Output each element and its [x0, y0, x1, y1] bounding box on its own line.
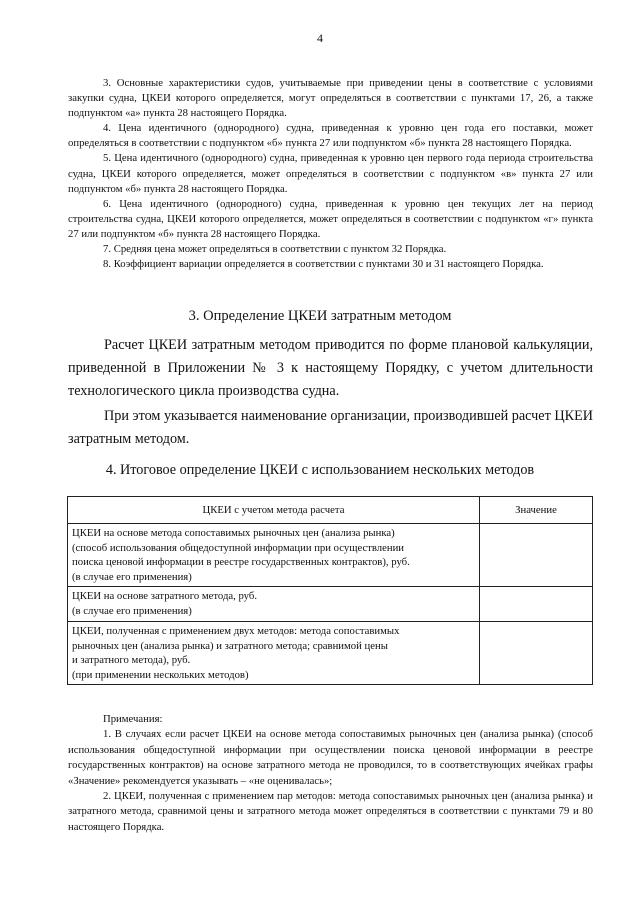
cell-line: ЦКЕИ на основе затратного метода, руб.: [72, 590, 257, 602]
table-header-method: ЦКЕИ с учетом метода расчета: [68, 497, 480, 524]
table-row: [68, 587, 593, 622]
cell-line: (способ использования общедоступной информации при осуществлении: [72, 541, 405, 554]
cell-line: (в случае его применения): [72, 570, 192, 583]
paragraph-7: 7. Средняя цена может определяться в соответствии с пунктом 32 Порядка.: [103, 243, 447, 256]
paragraph-4: 4. Цена идентичного (однородного) судна, приведенная к уровню цен года его поставки, может определяться в соответствии с подпунктом «б» пункта 27 или подпунктом «б» пункта 28 настоящего Порядка.: [68, 122, 593, 150]
section-3-body: [68, 334, 593, 451]
section-3-heading: 3. Определение ЦКЕИ затратным методом: [188, 308, 452, 324]
numbered-paragraphs: [68, 76, 593, 272]
cell-line: поиска ценовой информации в реестре государственных контрактов), руб.: [72, 556, 410, 568]
cell-line: (при применении нескольких методов): [72, 668, 249, 681]
methods-table: [67, 496, 593, 685]
paragraph-5: 5. Цена идентичного (однородного) судна, приведенная к уровню цен первого года периода строительства судна, ЦКЕИ которого определяется, может определяться в соответствии с подпунктом «в» пункта 27 или подпунктом «б» пункта 28 настоящего Порядка.: [68, 152, 593, 195]
notes-title: Примечания:: [103, 713, 163, 725]
table-cell-value: [480, 587, 593, 622]
note-1: 1. В случаях если расчет ЦКЕИ на основе метода сопоставимых рыночных цен (анализа рынка) (способ использования общедоступной информации при осуществлении поиска ценовой информации в реестре государственных контрактов) на основе затратного метода не проводился, то в соответствующих ячейках графы «Значение» рекомендуется указывать – «не оценивалась»;: [68, 728, 593, 787]
paragraph-6: 6. Цена идентичного (однородного) судна, приведенная к уровню цен текущих лет на период строительства судна, ЦКЕИ которого определяется, может определяться в соответствии с подпунктом «г» пункта 27 или подпунктом «б» пункта 28 настоящего Порядка.: [68, 197, 593, 240]
table-header-row: [68, 497, 593, 524]
section-4-heading: 4. Итоговое определение ЦКЕИ с использованием нескольких методов: [105, 462, 535, 478]
paragraph-3: 3. Основные характеристики судов, учитываемые при приведении цены в соответствие с условиями закупки судна, ЦКЕИ которого определяется, могут определяться в соответствии с пунктами 17, 26, а также подпунктом «а» пункта 28 настоящего Порядка.: [68, 77, 593, 120]
table-cell-value: [480, 524, 593, 587]
section-3-paragraph-2: При этом указывается наименование организации, производившей расчет ЦКЕИ затратным методом.: [68, 408, 593, 447]
page-number: 4: [317, 31, 323, 45]
paragraph-8: 8. Коэффициент вариации определяется в соответствии с пунктами 30 и 31 настоящего Порядка.: [103, 258, 544, 271]
table-header-value: Значение: [480, 497, 593, 524]
table-cell-value: [480, 622, 593, 685]
table-cell-method: [68, 622, 480, 685]
cell-line: (в случае его применения): [72, 604, 192, 617]
section-3-paragraph-1: Расчет ЦКЕИ затратным методом приводится по форме плановой калькуляции, приведенной в Приложении № 3 к настоящему Порядку, с учетом длительности технологического цикла производства судна.: [68, 337, 593, 399]
cell-line: рыночных цен (анализа рынка) и затратного метода; сравнимой цены: [72, 639, 388, 652]
notes: [68, 712, 593, 835]
table-row: [68, 524, 593, 587]
note-2: 2. ЦКЕИ, полученная с применением пар методов: метода сопоставимых рыночных цен (анализа рынка) и затратного метода, сравнимой цены и затратного метода может определяться в соответствии с пунктами 79 и 80 настоящего Порядка.: [68, 790, 593, 833]
cell-line: ЦКЕИ, полученная с применением двух методов: метода сопоставимых: [72, 625, 400, 637]
table-cell-method: [68, 524, 480, 587]
table-row: [68, 622, 593, 685]
table-cell-method: [68, 587, 480, 622]
cell-line: и затратного метода), руб.: [72, 654, 191, 666]
cell-line: ЦКЕИ на основе метода сопоставимых рыночных цен (анализа рынка): [72, 527, 395, 539]
